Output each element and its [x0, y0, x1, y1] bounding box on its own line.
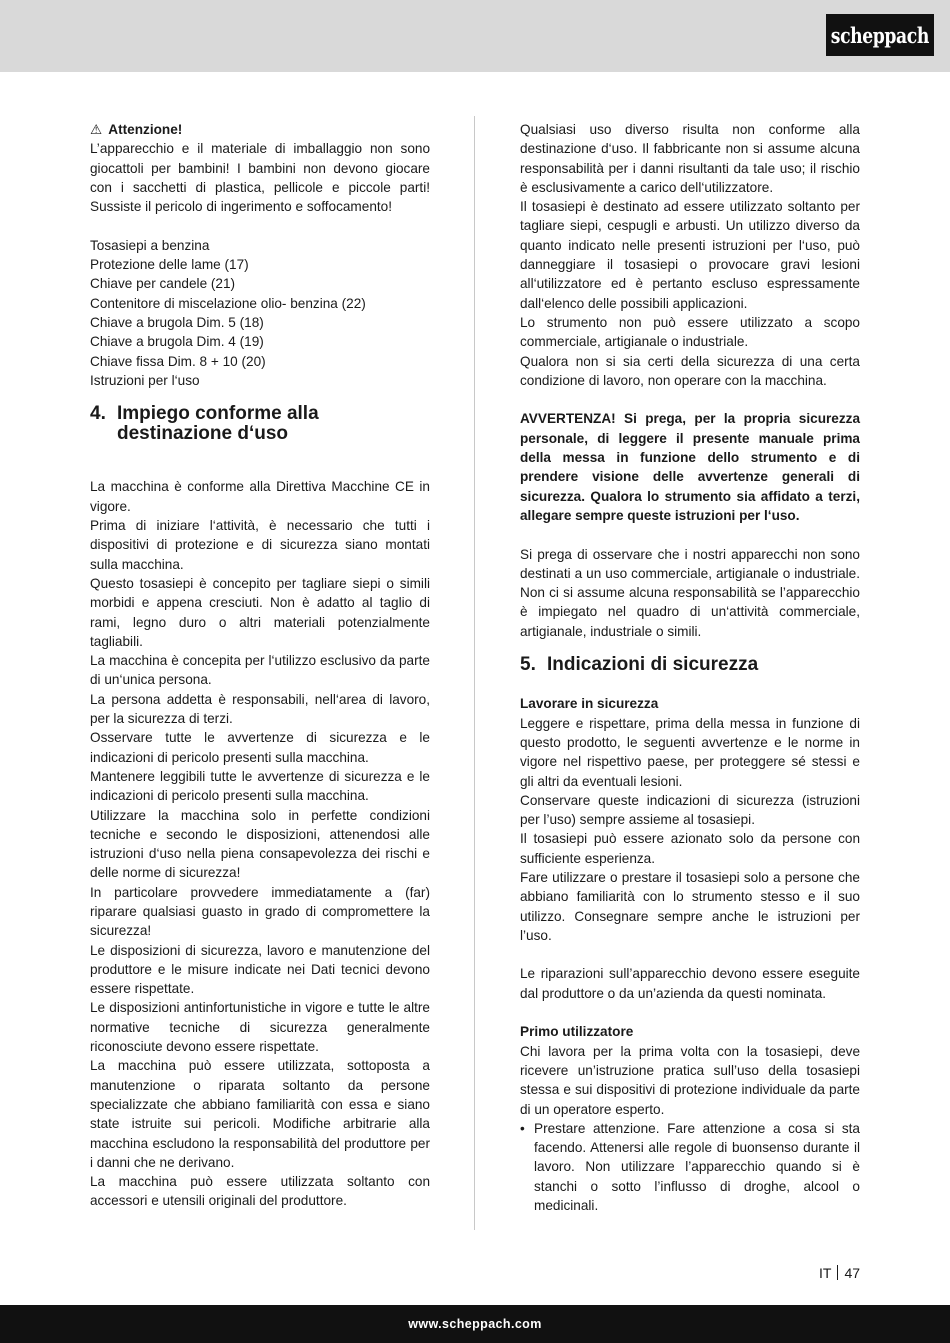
scope-of-delivery-list [90, 236, 430, 390]
list-item: Chiave per candele (21) [90, 276, 236, 292]
paragraph: Le disposizioni antinfortunistiche in vigore e tutte le altre normative tecniche di sicurezza generalmente riconosciute devono essere rispettate. [90, 1000, 430, 1055]
paragraph: In particolare provvedere immediatamente a (far) riparare qualsiasi guasto in grado di compromettere la sicurezza! [90, 884, 430, 939]
column-divider [474, 116, 475, 1230]
website-url: www.scheppach.com [408, 1317, 542, 1331]
page-number [819, 1264, 860, 1282]
section-title: Impiego conforme alla destinazione d‘uso [117, 403, 319, 445]
list-item: Chiave fissa Dim. 8 + 10 (20) [90, 353, 266, 369]
warning-title: Attenzione! [108, 122, 183, 137]
section-number: 5. [520, 654, 536, 676]
paragraph: Prima di iniziare l‘attività, è necessario che tutti i dispositivi di protezione e di sicurezza siano montati sulla macchina. [90, 518, 430, 572]
header-bar [0, 0, 950, 72]
separator [837, 1265, 838, 1280]
paragraph: Questo tosasiepi è concepito per tagliare siepi o simili morbidi e appena cresciuti. Non è adatto al taglio di rami, legno duro o altri materiali potenzialmente tagliabili. [90, 575, 430, 649]
brand-logo [826, 14, 934, 56]
language-code: IT [819, 1265, 832, 1281]
paragraph: Il tosasiepi può essere azionato solo da persone con sufficiente esperienza. [520, 831, 860, 866]
paragraph: Il tosasiepi è destinato ad essere utilizzato soltanto per tagliare siepi, cespugli e arbusti. Un utilizzo diverso da quanto indicato nelle presenti istruzioni per l‘uso, può danneggiare il tosasiepi o provocare gravi lesioni all‘utilizzatore ed è pertanto escluso espressamente dall‘elenco delle possibili applicazioni. [520, 199, 860, 311]
paragraph: La macchina può essere utilizzata, sottoposta a manutenzione o riparata soltanto da persone specializzate che abbiano familiarità con essa e siano state istruite sui pericoli. Modifiche arbitrarie alla macchina escludono la responsabilità del produttore per i danni che ne derivano. [90, 1058, 430, 1170]
list-item: Contenitore di miscelazione olio- benzina (22) [90, 295, 366, 311]
paragraph: Fare utilizzare o prestare il tosasiepi solo a persone che abbiano familiarità con lo strumento stesso e il suo utilizzo. Consegnare sempre anche le istruzioni per l’uso. [520, 869, 860, 943]
list-item: Tosasiepi a benzina [90, 237, 210, 253]
paragraph: Qualsiasi uso diverso risulta non conforme alla destinazione d‘uso. Il fabbricante non si assume alcuna responsabilità per i danni risultanti da tale uso; il rischio è esclusivamente a carico dell‘utilizzatore. [520, 122, 860, 195]
section-number: 4. [90, 403, 106, 425]
paragraph: Mantenere leggibili tutte le avvertenze di sicurezza e le indicazioni di pericolo presenti sulla macchina. [90, 768, 430, 804]
paragraph: La macchina è concepita per l‘utilizzo esclusivo da parte di un‘unica persona. [90, 653, 430, 688]
footer-bar [0, 1305, 950, 1343]
bullet-text: Prestare attenzione. Fare attenzione a cosa si sta facendo. Attenersi alle regole di buonsenso durante il lavoro. Non utilizzare l’apparecchio quando si è stanchi o sotto l’influsso di droghe, alcool o medicinali. [534, 1120, 860, 1214]
commercial-use-note: Si prega di osservare che i nostri apparecchi non sono destinati a un uso commerciale, artigianale o industriale. Non ci si assume alcuna responsabilità se l’apparecchio è impiegato nel quadro di un‘attività commerciale, artigianale, industriale o simili. [520, 546, 860, 639]
section-4-heading [90, 404, 430, 444]
paragraph: La macchina può essere utilizzata soltanto con accessori e utensili originali del produttore. [90, 1174, 430, 1209]
paragraph: Lo strumento non può essere utilizzato a scopo commerciale, artigianale o industriale. [520, 314, 860, 350]
warning-heading [90, 120, 430, 139]
subheading: Lavorare in sicurezza [520, 696, 659, 712]
subheading: Primo utilizzatore [520, 1024, 634, 1040]
paragraph: Osservare tutte le avvertenze di sicurezza e le indicazioni di pericolo presenti sulla macchina. [90, 730, 430, 765]
paragraph: La persona addetta è responsabili, nell‘area di lavoro, per la sicurezza di terzi. [90, 691, 430, 727]
repair-note: Le riparazioni sull’apparecchio devono essere eseguite dal produttore o da un’azienda da questi nominata. [520, 966, 860, 1001]
section-5-heading [520, 655, 860, 675]
paragraph: Qualora non si sia certi della sicurezza di una certa condizione di lavoro, non operare con la macchina. [520, 353, 860, 388]
section-title: Indicazioni di sicurezza [547, 654, 759, 676]
list-item [520, 1119, 860, 1215]
page-number-value: 47 [844, 1265, 861, 1281]
paragraph: Conservare queste indicazioni di sicurezza (istruzioni per l’uso) sempre assieme al tosasiepi. [520, 792, 860, 828]
right-column [520, 120, 860, 1215]
list-item: Istruzioni per l‘uso [90, 372, 200, 388]
paragraph: La macchina è conforme alla Direttiva Macchine CE in vigore. [90, 479, 430, 514]
bullet-icon: • [520, 1120, 525, 1136]
left-column [90, 120, 430, 1211]
bullet-list [520, 1119, 860, 1215]
paragraph: Leggere e rispettare, prima della messa in funzione di questo prodotto, le seguenti avvertenze e le norme in vigore nel rispettivo paese, per proteggere sé stessi e gli altri da eventuali lesioni. [520, 715, 860, 789]
paragraph: Le disposizioni di sicurezza, lavoro e manutenzione del produttore e le misure indicate nei Dati tecnici devono essere rispettate. [90, 942, 430, 997]
warning-text: L’apparecchio e il materiale di imballaggio non sono giocattoli per bambini! I bambini non devono giocare con i sacchetti di plastica, pellicole e piccole parti! Sussiste il pericolo di ingerimento e soffocamento! [90, 141, 430, 215]
warning-triangle-icon: ⚠ [90, 122, 103, 137]
safety-warning: AVVERTENZA! Si prega, per la propria sicurezza personale, di leggere il presente manuale prima della messa in funzione dello strumento e di prendere visione delle avvertenze generali di sicurezza. Qualora lo strumento sia affidato a terzi, allegare sempre queste istruzioni per l‘uso. [520, 411, 860, 523]
paragraph: Utilizzare la macchina solo in perfette condizioni tecniche e secondo le disposizioni, attenendosi alle istruzioni d‘uso nella piena consapevolezza dei rischi e delle norme di sicurezza! [90, 807, 430, 881]
list-item: Protezione delle lame (17) [90, 257, 249, 273]
logo-text: scheppach [830, 22, 930, 48]
list-item: Chiave a brugola Dim. 4 (19) [90, 334, 264, 350]
paragraph: Chi lavora per la prima volta con la tosasiepi, deve ricevere un’istruzione pratica sull’uso della tosasiepi stessa e sui dispositivi di protezione individuale da parte di un operatore esperto. [520, 1043, 860, 1117]
list-item: Chiave a brugola Dim. 5 (18) [90, 314, 264, 330]
